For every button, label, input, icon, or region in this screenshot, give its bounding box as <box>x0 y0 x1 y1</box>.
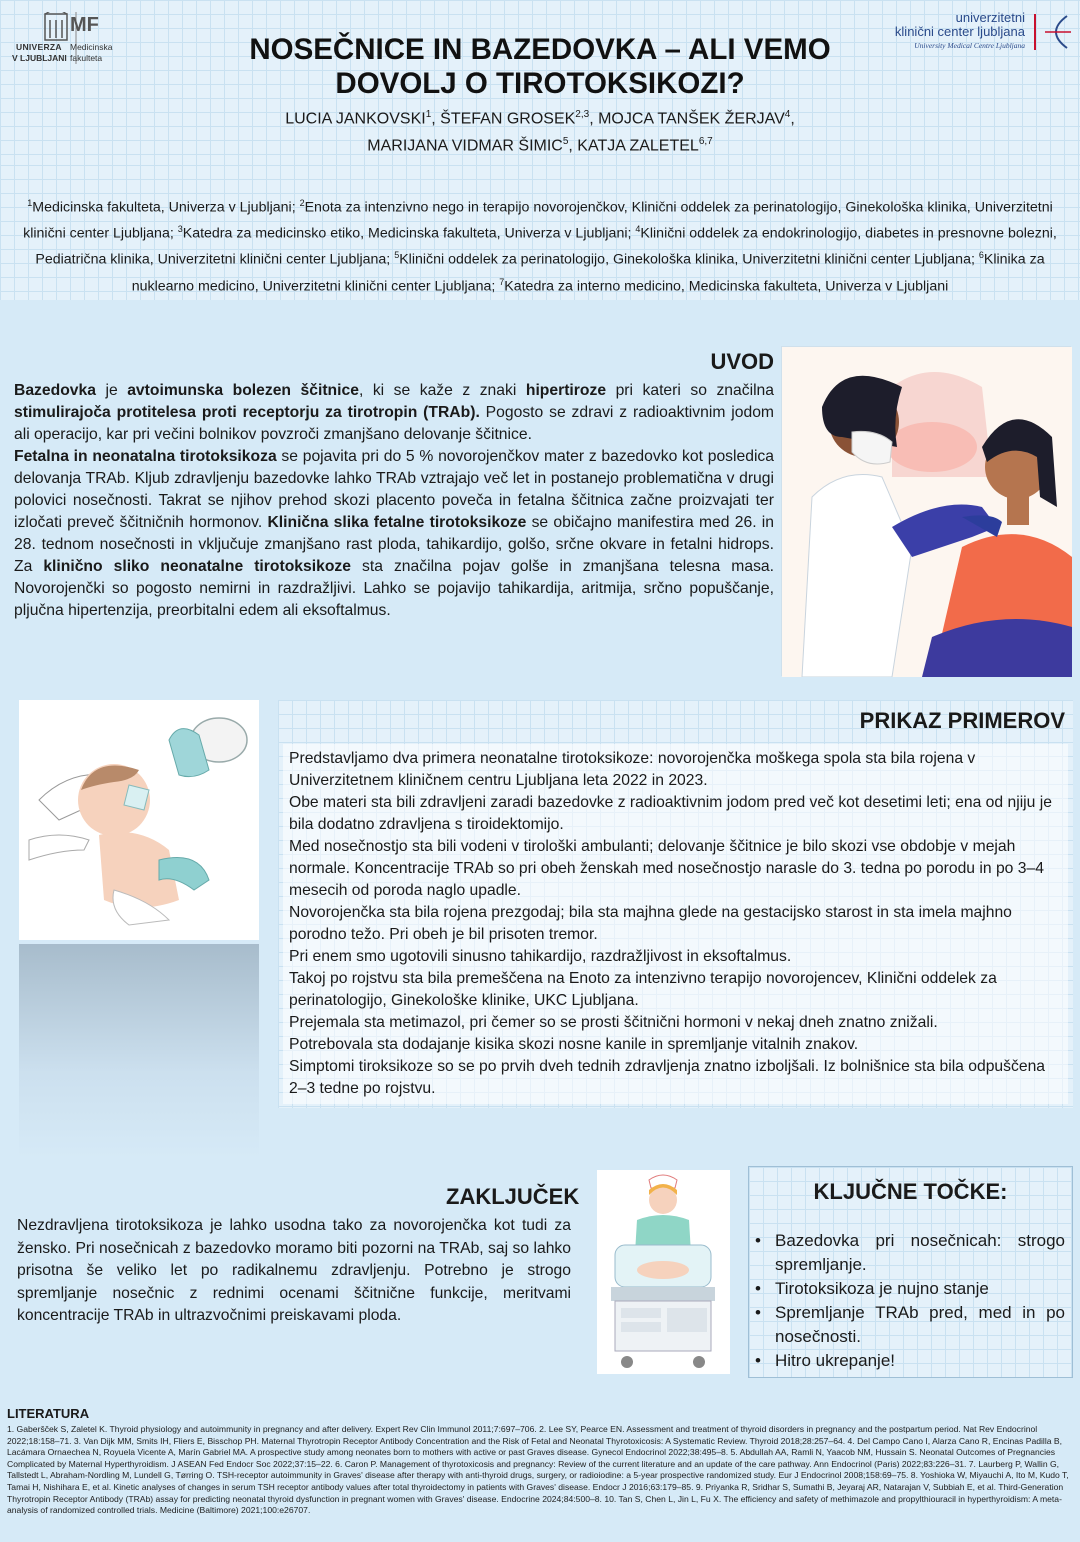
author-name: MOJCA TANŠEK ŽERJAV <box>598 110 785 128</box>
fakulteta-label: fakulteta <box>70 53 103 63</box>
author-name: KATJA ZALETEL <box>577 137 699 155</box>
list-item: • Hitro ukrepanje! <box>775 1349 1065 1373</box>
text-run: je <box>95 382 128 399</box>
title-line-2: DOVOLJ O TIROTOKSIKOZI? <box>335 67 745 100</box>
affil-text: Klinični oddelek za perinatologijo, Ginekološka klinika, Univerzitetni klinični center Ljubljana; <box>399 252 979 269</box>
author-sup: 6,7 <box>698 136 713 148</box>
poster-title <box>210 33 870 101</box>
affil-sup: 3 <box>177 224 183 235</box>
text-run: sta značilna pojav golše in zmanjšana telesna masa. Novorojenčki so pogosto nemirni in razdražljivi. Lahko se pojavijo tahikardija, aritmija, srčno popuščanje, pljučna hipertenzija, preorbitalni edem ali eksoftalmus. <box>14 558 774 619</box>
prikaz-paragraph: Simptomi tiroksikoze so se po prvih dveh tednih zdravljenja znatno izboljšali. Iz bolnišnice sta bila odpuščena 2–3 tedne po rojstvu. <box>289 1058 1046 1097</box>
prikaz-section <box>278 700 1073 1108</box>
list-item: • Tirotoksikoza je nujno stanje <box>775 1277 1065 1301</box>
text-run: pri kateri so značilna <box>606 382 775 399</box>
ul-mf-logo <box>12 12 122 68</box>
affil-sup: 5 <box>394 250 400 261</box>
list-item: • Bazedovka pri nosečnicah: strogo spremljanje. <box>775 1229 1065 1277</box>
affiliations <box>0 165 1080 300</box>
doctor-patient-illustration <box>781 346 1071 676</box>
affil-text: Klinika za nuklearno medicino, Univerzitetni klinični center Ljubljana; <box>131 252 1045 295</box>
bold-term: klinično sliko neonatalne tirotoksikoze <box>43 558 351 575</box>
newborn-oxygen-mask-image <box>19 700 259 940</box>
nurse-incubator-image <box>597 1170 730 1374</box>
author-sup: 2,3 <box>575 109 590 120</box>
ukc-line1: univerzitetni <box>955 10 1025 25</box>
list-item: • Spremljanje TRAb pred, med in po nosečnosti. <box>775 1301 1065 1349</box>
author-sep: , <box>790 110 795 128</box>
author-sup: 5 <box>562 136 569 148</box>
medicinska-label: Medicinska <box>70 42 113 52</box>
affil-text: Klinični oddelek za endokrinologijo, diabetes in presnovne bolezni, Pediatrična klinika, Univerzitetni klinični center Ljubljana; <box>35 225 1057 269</box>
uvod-heading: UVOD <box>710 349 774 374</box>
affil-text: Medicinska fakulteta, Univerza v Ljubljani; <box>32 199 300 216</box>
uvod-paragraph-1 <box>14 380 774 446</box>
poster-header <box>0 0 1080 165</box>
text-run: se pojavita pri do 5 % novorojenčkov mater z bazedovko kot posledica delovanja TRAb. Kljub zdravljenju bazedovke lahko TRAb vztrajajo več let in postanejo problematična v drugi polovici nosečnosti. Takrat se njihov prehod skozi placento poveča in fetalna ščitnica začne proizvajati ter izločati preveč ščitničnih hormonov. <box>14 448 774 531</box>
bold-term: avtoimunska bolezen ščitnice <box>127 382 359 399</box>
bold-term: hipertiroze <box>525 382 607 399</box>
newborn-illustration <box>19 700 259 940</box>
prikaz-paragraph: Prejemala sta metimazol, pri čemer so se prosti ščitnični hormoni v nekaj dneh znatno znižali. <box>289 1014 938 1031</box>
affil-text: Enota za intenzivno nego in terapijo novorojenčkov, Klinični oddelek za perinatologijo, Ginekološka klinika, Univerzitetni klinični center Ljubljana; <box>23 199 1053 242</box>
affil-sup: 6 <box>978 250 984 261</box>
author-line-1 <box>210 103 870 130</box>
univerza-label: UNIVERZA <box>16 42 62 52</box>
bold-term: Klinična slika fetalne tirotoksikoze <box>267 514 527 531</box>
literatura-body: 1. Gaberšček S, Zaletel K. Thyroid physiology and autoimmunity in pregnancy and after delivery. Expert Rev Clin Immunol 2011;7:697–706. 2. Lee SY, Pearce EN. Assessment and treatment of thyroid disorders in pregnancy and the postpartum period. Nat Rev Endocrinol 2022;18:158–71. 3. Van Dijk MM, Smits IH, Fliers E, Bisschop PH. Maternal Thyrotropin Receptor Antibody Concentration and the Risk of Fetal and Neonatal Thyrotoxicosis: A Systematic Review. Thyroid 2018;28:257–64. 4. Del Campo Cano I, Alarza Cano R, Encinas Padilla B, Lacámara Ornaechea N, Royuela Vicente A, Marín Gabriel MA. A prospective study among neonates born to mothers with active or past Graves disease. Gynecol Endocrinol 2022;38:495–8. 5. Abdullah AA, Ramli N, Yaacob NM, Hussain S. Neonatal Outcomes of Pregnancies Complicated by Maternal Hyperthyroidism. J ASEAN Fed Endocr Soc 2022;37:15–22. 6. Caron P. Management of thyrotoxicosis and pregnancy: Review of the current literature and an update of the care pathway. Ann Endocrinol (Paris) 2022;83:226–31. 7. Laurberg P, Wallin G, Tallstedt L, Abraham-Nordling M, Lundell G, Tørring O. TSH-receptor autoimmunity in Graves' disease after therapy with anti-thyroid drugs, surgery, or radioiodine: a 5-year prospective randomized study. Eur J Endocrinol 2008;158:69–75. 8. Yoshioka W, Miyauchi A, Ito M, Kudo T, Tamai H, Nishihara E, et al. Kinetic analyses of changes in serum TSH receptor antibody values after total thyroidectomy in patients with Graves' disease. Endocr J 2016;63:179–85. 9. Priyanka R, Sridhar S, Sumathi B, Jeyaraj AR, Natarajan V, Subbiah E, et al. Third-Generation Thyrotropin Receptor Antibody (TRAb) assay for predicting neonatal thyroid dysfunction in pregnant women with Graves' disease. Endocrine 2024;84:500–8. 10. Tan S, Chen L, Jin L, Fu X. The efficiency and safety of methimazole and propylthiouracil in hyperthyroidism: A meta-analysis of randomized controlled trials. Medicine (Baltimore) 2021;100:e26707. <box>7 1424 1069 1516</box>
author-sep: , <box>589 110 599 128</box>
title-line-1: NOSEČNICE IN BAZEDOVKA – ALI VEMO <box>249 33 831 66</box>
affil-text: Katedra za interno medicino, Medicinska fakulteta, Univerza v Ljubljani <box>504 278 949 295</box>
author-name: ŠTEFAN GROSEK <box>440 110 576 128</box>
ukc-line2: klinični center ljubljana <box>894 24 1025 39</box>
kljucne-tocke-heading: KLJUČNE TOČKE: <box>813 1179 1008 1204</box>
author-sep: , <box>431 110 441 128</box>
nurse-incubator-illustration <box>597 1170 730 1374</box>
mf-mark: MF <box>70 14 99 36</box>
newborn-illustration-reflection <box>19 944 259 1159</box>
author-line-2 <box>210 130 870 157</box>
text-run: se običajno manifestira med 26. in 28. tednom nosečnosti in vključuje zmanjšano rast ploda, tahikardijo, golšo, srčne okvare in fetalni hidrops. Za <box>14 514 774 575</box>
text-run: Pogosto se zdravi z radioaktivnim jodom ali operacijo, kar pri večini bolnikov povzroči zmanjšano delovanje ščitnice. <box>14 404 775 443</box>
prikaz-heading: PRIKAZ PRIMEROV <box>859 708 1065 733</box>
author-sup: 1 <box>425 109 432 120</box>
literatura-section <box>7 1406 1073 1517</box>
prikaz-paragraph: Med nosečnostjo sta bili vodeni v tirološki ambulanti; delovanje ščitnice je bilo skozi vse obdobje v mejah normale. Koncentracije TRAb so pri obeh ženskah med nosečnostjo narasle do 3. tedna po porodu in po 3–4 mesecih od poroda naglo upadle. <box>289 838 1044 899</box>
bold-term: Bazedovka <box>14 382 96 399</box>
author-sep: , <box>568 137 578 155</box>
prikaz-paragraph: Predstavljamo dva primera neonatalne tirotoksikoze: novorojenčka moškega spola sta bila rojena v Univerzitetnem kliničnem centru Ljubljana leta 2022 in 2023. <box>289 750 976 789</box>
affil-sup: 4 <box>635 224 641 235</box>
prikaz-paragraph: Novorojenčka sta bila rojena prezgodaj; bila sta majhna glede na gestacijsko starost in sta imela majhno porodno težo. Pri obeh je bil prisoten tremor. <box>289 904 1012 943</box>
uvod-body <box>14 380 774 622</box>
literatura-heading: LITERATURA <box>7 1406 90 1421</box>
prikaz-paragraph: Obe materi sta bili zdravljeni zaradi bazedovke z radioaktivnim jodom pred več kot desetimi leti; ena od njiju je bila dodatno zdravljena s tiroidektomijo. <box>289 794 1052 833</box>
affil-sup: 2 <box>299 198 305 208</box>
prikaz-body <box>283 744 1068 1104</box>
ukc-logo <box>890 10 1075 55</box>
author-name: MARIJANA VIDMAR ŠIMIC <box>367 137 563 155</box>
ukc-line3: University Medical Centre Ljubljana <box>914 41 1025 50</box>
zakljucek-body: Nezdravljena tirotoksikoza je lahko usodna tako za novorojenčka kot tudi za žensko. Pri nosečnicah z bazedovko moramo biti pozorni na TRAb, saj so lahko prisotna še veliko let po radikalnemu zdravljenju. Potrebno je strogo spremljanje nosečnic z rednimi ocenami ščitnične funkcije, meritvami koncentracije TRAb in ultrazvočnimi preiskavami ploda. <box>17 1217 571 1324</box>
ukc-emblem-icon <box>1031 10 1075 54</box>
bold-term: stimulirajoča protitelesa proti receptorju za tirotropin (TRAb). <box>14 404 480 421</box>
zakljucek-heading: ZAKLJUČEK <box>446 1184 580 1209</box>
author-name: LUCIA JANKOVSKI <box>285 110 426 128</box>
text-run: , ki se kaže z znaki <box>358 382 526 399</box>
doctor-examining-thyroid-image <box>782 347 1072 677</box>
prikaz-paragraph: Potrebovala sta dodajanje kisika skozi nosne kanile in spremljanje vitalnih znakov. <box>289 1036 859 1053</box>
affil-sup: 7 <box>499 276 505 287</box>
v-ljubljani-label: V LJUBLJANI <box>12 53 67 63</box>
author-list <box>210 103 870 158</box>
bold-term: Fetalna in neonatalna tirotoksikoza <box>14 448 277 465</box>
prikaz-paragraph: Takoj po rojstvu sta bila premeščena na Enoto za intenzivno terapijo novorojencev, Klinični oddelek za perinatologijo, Ginekološke klinike, UKC Ljubljana. <box>289 970 997 1009</box>
prikaz-paragraph: Pri enem smo ugotovili sinusno tahikardijo, razdražljivost in eksoftalmus. <box>289 948 792 965</box>
uvod-paragraph-2 <box>14 446 774 622</box>
kljucne-tocke-box <box>748 1166 1073 1378</box>
author-sup: 4 <box>784 109 791 120</box>
kljucne-tocke-list <box>775 1229 1065 1373</box>
affil-sup: 1 <box>27 198 33 208</box>
affil-text: Katedra za medicinsko etiko, Medicinska fakulteta, Univerza v Ljubljani; <box>182 225 636 242</box>
